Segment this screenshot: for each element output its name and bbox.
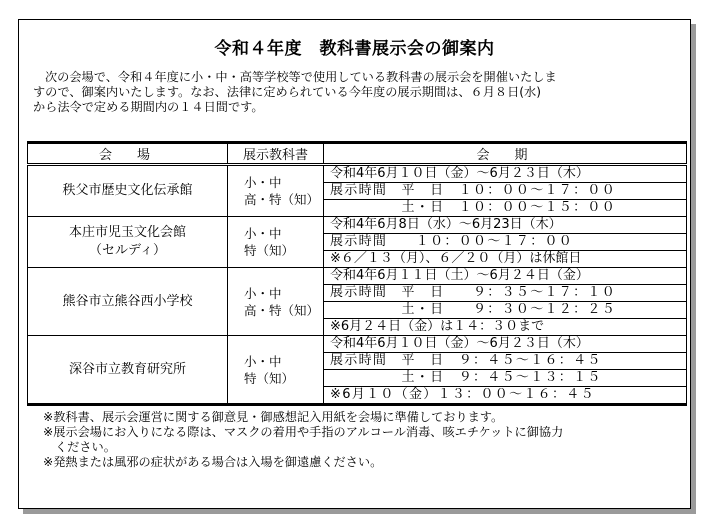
period-line: 展示時間 平 日 ９：４５～１６：４５ [324,353,686,370]
table-row [28,268,687,336]
schedule-table [27,141,687,406]
period-line: 令和4年6月8日（水）～6月23日（木） [324,217,686,234]
announcement-frame [18,19,691,509]
period-line: ※6月１０（金）１３：００～１６：４５ [330,387,595,402]
table-row [28,217,687,268]
subject-line: 小・中 [244,353,282,369]
period-cell [324,217,687,268]
period-line: 展示時間 平 日 １０：００～１７：００ [324,183,686,200]
period-line: 土・日 ９：３０～１２：２５ [324,302,686,319]
notes-section [43,410,683,470]
table-row [28,165,687,217]
venue-cell [28,336,228,405]
subject-line: 特（知） [244,243,295,258]
period-line: 展示時間 平 日 ９：３５～１７：１０ [324,285,686,302]
period-line: ※６／１３（月）、６／２０（月）は休館日 [330,251,582,266]
venue-name: 本庄市児玉文化会館 [68,225,186,240]
note-line: ください。 [55,440,116,454]
period-line: ※6月２４日（金）は１４：３０まで [330,319,545,334]
subjects-cell [228,165,324,217]
note-line: ※教科書、展示会運営に関する御意見・御感想記入用紙を会場に準備しております。 [43,410,504,424]
subject-line: 小・中 [244,285,282,301]
period-line: 展示時間 １０：００～１７：００ [324,234,686,251]
subject-line: 特（知） [244,370,295,386]
venue-cell [28,268,228,336]
venue-subname: （セルディ） [89,243,166,258]
period-cell [324,165,687,217]
period-line: 令和4年6月１１日（土）～6月２４日（金） [324,268,686,285]
header-period: 会 期 [324,143,687,165]
note-line: ※発熱または風邪の症状がある場合は入場を御遠慮ください。 [43,455,383,469]
venue-cell [28,165,228,217]
header-venue: 会 場 [28,143,228,165]
subject-line: 小・中 [244,175,282,190]
venue-name: 深谷市立教育研究所 [68,361,186,377]
period-line: 土・日 １０：００～１５：００ [330,200,617,215]
header-subjects: 展示教科書 [228,143,324,165]
subjects-cell [228,217,324,268]
venue-name: 熊谷市立熊谷西小学校 [62,293,193,309]
venue-cell [28,217,228,268]
period-line: 令和4年6月１０日（金）～6月２３日（木） [324,166,686,183]
page-title: 令和４年度 教科書展示会の御案内 [214,39,495,59]
venue-name: 秩父市歴史文化伝承館 [62,183,193,198]
subject-line: 小・中 [244,226,282,241]
period-cell [324,268,687,336]
period-line: 土・日 ９：４５～１３：１５ [324,370,686,387]
note-line: ※展示会場にお入りになる際は、マスクの着用や手指のアルコール消毒、咳エチケットに御協力 [43,425,564,439]
subjects-cell [228,336,324,405]
subject-line: 高・特（知） [244,192,320,207]
table-row [28,336,687,405]
intro-line: から法令で定める期間内の１４日間です。 [33,100,264,114]
intro-line: すので、御案内いたします。なお、法律に定められている今年度の展示期間は、６月８日(水) [33,85,541,99]
table-header-row [28,143,687,165]
intro-paragraph [33,70,678,115]
period-line: 令和4年6月１０日（金）～6月２３日（木） [324,336,686,353]
subjects-cell [228,268,324,336]
intro-line: 次の会場で、令和４年度に小・中・高等学校等で使用している教科書の展示会を開催いたしま [45,70,557,84]
subject-line: 高・特（知） [244,302,320,318]
period-cell [324,336,687,405]
